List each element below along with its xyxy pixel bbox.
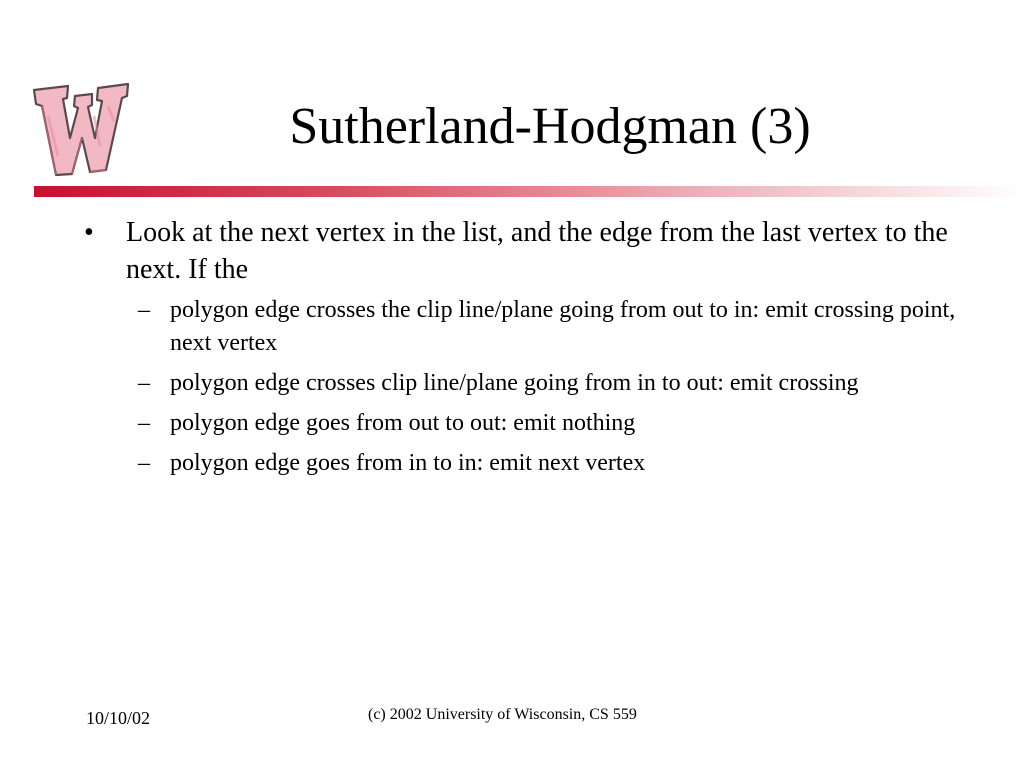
- sub-bullet-item: [126, 367, 960, 400]
- sub-bullet-item: [126, 447, 960, 480]
- footer-copyright: (c) 2002 University of Wisconsin, CS 559: [368, 706, 637, 723]
- sub-bullet-text: polygon edge goes from in to in: emit next vertex: [170, 450, 646, 476]
- sub-bullet-text: polygon edge goes from out to out: emit nothing: [170, 410, 636, 436]
- dash-marker-icon: –: [138, 410, 150, 436]
- bullet-item: [80, 214, 960, 480]
- sub-bullet-item: [126, 294, 960, 360]
- footer-date: 10/10/02: [86, 708, 151, 728]
- dash-marker-icon: –: [138, 297, 150, 323]
- dash-marker-icon: –: [138, 370, 150, 396]
- slide-title: Sutherland-Hodgman (3): [289, 98, 811, 155]
- title-divider: [34, 186, 1024, 197]
- bullet-list: [80, 214, 960, 480]
- bullet-marker-icon: •: [84, 217, 94, 248]
- sub-bullet-list: [126, 294, 960, 480]
- dash-marker-icon: –: [138, 450, 150, 476]
- wisconsin-w-logo-icon: [28, 76, 132, 180]
- sub-bullet-text: polygon edge crosses clip line/plane going from in to out: emit crossing: [170, 370, 859, 396]
- sub-bullet-text: polygon edge crosses the clip line/plane going from out to in: emit crossing point, next vertex: [170, 297, 956, 356]
- sub-bullet-item: [126, 407, 960, 440]
- slide-body: [80, 214, 960, 488]
- bullet-text: Look at the next vertex in the list, and the edge from the last vertex to the next. If the: [126, 217, 948, 285]
